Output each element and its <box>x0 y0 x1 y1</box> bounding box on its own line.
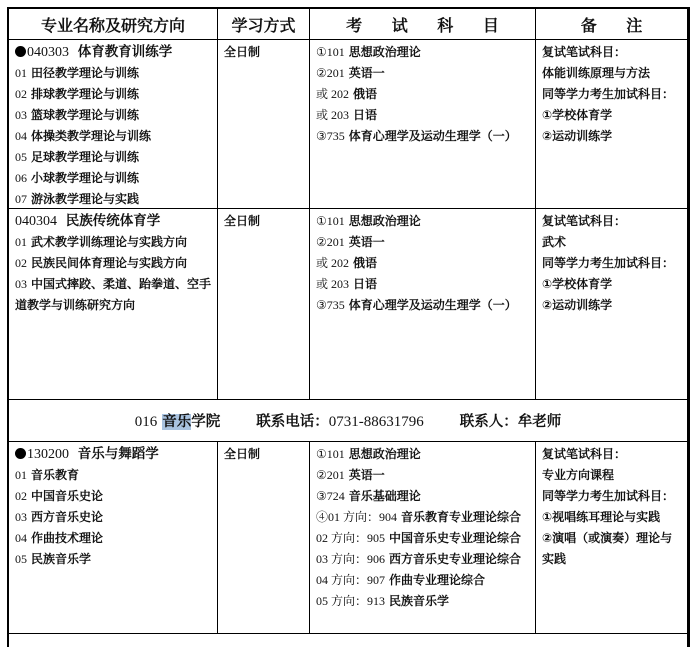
study-mode: 全日制 <box>224 447 261 461</box>
header-exams: 考 试 科 目 <box>309 9 535 39</box>
note-line: ①视唱练耳理论与实践 <box>542 510 661 524</box>
header-notes: 备 注 <box>535 9 687 39</box>
exam-item: ④01 方向：904 音乐教育专业理论综合 <box>316 510 522 524</box>
college-contact: 联系人：牟老师 <box>459 414 562 430</box>
study-mode: 全日制 <box>224 214 261 228</box>
exam-item: 或 202 俄语 <box>316 256 378 270</box>
exams-cell <box>309 40 535 208</box>
selected-text[interactable]: 音乐 <box>162 414 192 430</box>
table-header <box>9 9 687 40</box>
note-line: 实践 <box>542 552 567 566</box>
major-title: 040303 体育教育训练学 <box>15 42 217 63</box>
major-cell <box>9 209 217 399</box>
notes-cell <box>535 442 687 633</box>
direction-item: 04 体操类教学理论与训练 <box>15 129 152 143</box>
exam-item: 05 方向：913 民族音乐学 <box>316 594 450 608</box>
header-study-mode: 学习方式 <box>217 9 309 39</box>
direction-item: 02 排球教学理论与训练 <box>15 87 140 101</box>
direction-item: 02 民族民间体育理论与实践方向 <box>15 256 188 270</box>
note-line: ②演唱（或演奏）理论与 <box>542 531 673 545</box>
note-line: ①学校体育学 <box>542 108 613 122</box>
exam-item: ①101 思想政治理论 <box>316 214 421 228</box>
direction-item: 05 民族音乐学 <box>15 552 92 566</box>
note-line: ②运动训练学 <box>542 298 613 312</box>
exams-cell <box>309 442 535 633</box>
direction-item: 03 篮球教学理论与训练 <box>15 108 140 122</box>
note-line: 同等学力考生加试科目： <box>542 489 675 503</box>
header-major: 专业名称及研究方向 <box>40 15 185 35</box>
exam-item: ③724 音乐基础理论 <box>316 489 421 503</box>
major-title: 040304 民族传统体育学 <box>15 213 161 229</box>
direction-item: 05 足球教学理论与训练 <box>15 150 140 164</box>
exam-item: ②201 英语一 <box>316 468 385 482</box>
exam-item: ③735 体育心理学及运动生理学（一） <box>316 298 517 312</box>
direction-item: 02 中国音乐史论 <box>15 489 104 503</box>
admissions-table <box>7 7 690 647</box>
exam-item: ③735 体育心理学及运动生理学（一） <box>316 129 517 143</box>
study-mode-cell <box>217 209 309 399</box>
note-line: 复试笔试科目： <box>542 447 627 461</box>
study-mode: 全日制 <box>224 45 261 59</box>
note-line: 体能训练原理与方法 <box>542 66 651 80</box>
college-banner <box>9 400 687 442</box>
study-mode-cell <box>217 40 309 208</box>
major-title: 130200 音乐与舞蹈学 <box>15 444 217 465</box>
note-line: 同等学力考生加试科目： <box>542 87 675 101</box>
note-line: 专业方向课程 <box>542 468 615 482</box>
exam-item: ①101 思想政治理论 <box>316 447 421 461</box>
exam-item: 或 203 日语 <box>316 108 378 122</box>
exam-item: 04 方向：907 作曲专业理论综合 <box>316 573 486 587</box>
direction-item: 01 音乐教育 <box>15 468 80 482</box>
exam-item: 03 方向：906 西方音乐史专业理论综合 <box>316 552 522 566</box>
bullet-icon <box>15 448 26 459</box>
direction-item: 03 西方音乐史论 <box>15 510 104 524</box>
major-cell <box>9 40 217 208</box>
exam-item: 或 202 俄语 <box>316 87 378 101</box>
direction-item: 07 游泳教学理论与实践 <box>15 192 140 206</box>
exam-item: ②201 英语一 <box>316 235 385 249</box>
note-line: 武术 <box>542 235 567 249</box>
direction-item: 01 武术教学训练理论与实践方向 <box>15 235 188 249</box>
college-phone: 联系电话：0731-88631796 <box>256 414 424 430</box>
note-line: 同等学力考生加试科目： <box>542 256 675 270</box>
table-row <box>9 209 687 400</box>
exam-item: ②201 英语一 <box>316 66 385 80</box>
study-mode-cell <box>217 442 309 633</box>
notes-cell <box>535 209 687 399</box>
note-line: 复试笔试科目： <box>542 214 627 228</box>
exam-item: 02 方向：905 中国音乐史专业理论综合 <box>316 531 522 545</box>
direction-item: 06 小球教学理论与训练 <box>15 171 140 185</box>
exam-item: 或 203 日语 <box>316 277 378 291</box>
direction-item: 04 作曲技术理论 <box>15 531 104 545</box>
notes-cell <box>535 40 687 208</box>
note-line: 复试笔试科目： <box>542 45 627 59</box>
note-line: ②运动训练学 <box>542 129 613 143</box>
college-name: 016 音乐学院 <box>134 414 221 430</box>
exams-cell <box>309 209 535 399</box>
exam-item: ①101 思想政治理论 <box>316 45 421 59</box>
note-line: ①学校体育学 <box>542 277 613 291</box>
bullet-icon <box>15 46 26 57</box>
direction-item: 03 中国式摔跤、柔道、跆拳道、空手 <box>15 277 212 291</box>
table-row <box>9 442 687 634</box>
direction-item: 道教学与训练研究方向 <box>15 298 136 312</box>
direction-item: 01 田径教学理论与训练 <box>15 66 140 80</box>
major-cell <box>9 442 217 633</box>
table-row <box>9 40 687 209</box>
